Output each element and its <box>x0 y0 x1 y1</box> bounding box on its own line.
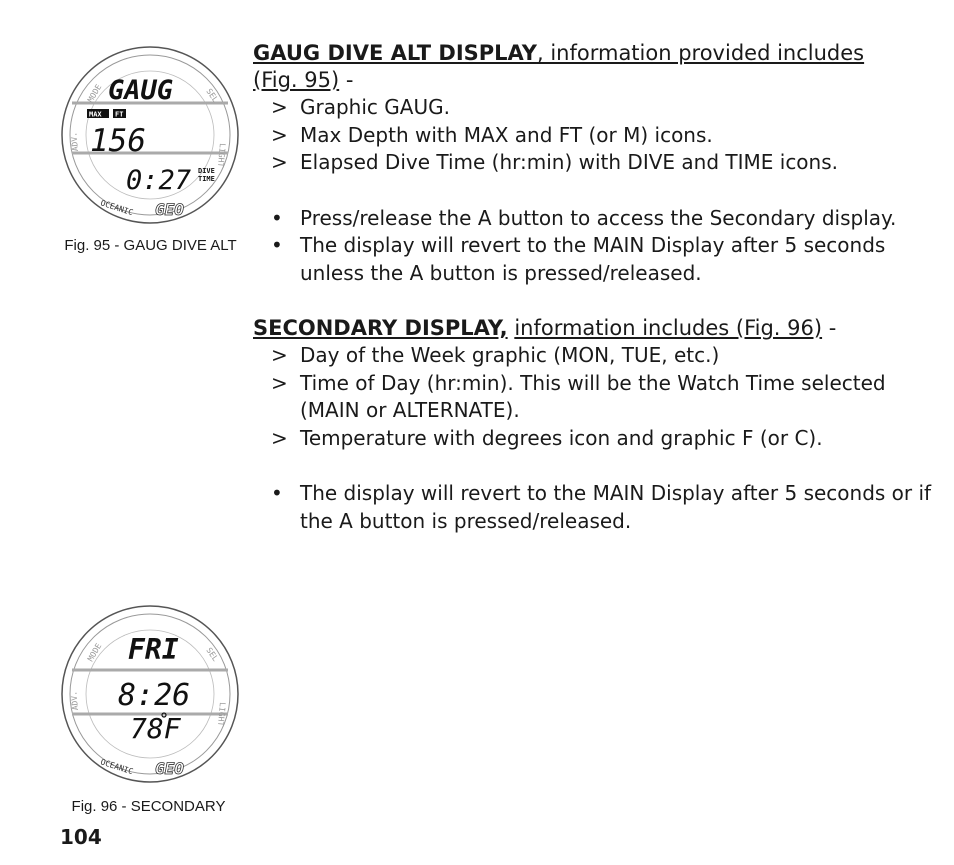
list-item <box>253 370 933 425</box>
bezel-mode-label: MODE <box>85 641 104 663</box>
figure-reference: (Fig. 95) <box>253 68 340 92</box>
list-item-text: Graphic GAUG. <box>300 95 450 119</box>
gaug-graphic: GAUG <box>108 75 174 106</box>
list-marker: > <box>271 425 288 450</box>
list-item <box>253 94 933 122</box>
bullet-item <box>253 205 933 233</box>
bullet-item <box>253 232 933 287</box>
ft-icon-label: FT <box>115 110 124 119</box>
list-item-text: Elapsed Dive Time (hr:min) with DIVE and TIME icons. <box>300 150 838 174</box>
bullet-text: The display will revert to the MAIN Display after 5 seconds or if the A button is pressed/released. <box>300 481 932 533</box>
model-label: GEO <box>155 200 184 219</box>
watch-face-96 <box>58 602 243 787</box>
bezel-sel-label: SEL <box>204 86 221 104</box>
list-marker: > <box>271 150 288 174</box>
bezel-adv-label: ADV. <box>69 131 80 152</box>
list-item-text: Day of the Week graphic (MON, TUE, etc.) <box>300 343 720 367</box>
bullet-marker: • <box>271 205 283 230</box>
info-list <box>253 342 933 452</box>
page-number: 104 <box>60 825 102 849</box>
brand-label: OCEANIC <box>99 757 135 777</box>
section-intro: , information provided includes <box>536 41 865 65</box>
list-item-text: Temperature with degrees icon and graphic F (or C). <box>300 425 823 450</box>
bullet-marker: • <box>271 481 283 505</box>
bezel-sel-label: SEL <box>204 645 221 663</box>
bullet-text: Press/release the A button to access the Secondary display. <box>300 205 897 230</box>
section-heading-line <box>253 315 933 342</box>
text-column <box>253 40 933 535</box>
time-of-day: 8:26 <box>118 678 191 713</box>
max-depth-value: 156 <box>90 123 146 159</box>
list-marker: > <box>271 95 288 119</box>
list-item <box>253 149 933 177</box>
bullet-text: The display will revert to the MAIN Display after 5 seconds unless the A button is pressed/released. <box>300 233 886 285</box>
brand-label: OCEANIC <box>99 198 135 218</box>
list-item-text: Max Depth with MAX and FT (or M) icons. <box>300 122 713 147</box>
bezel-light-label: LIGHT <box>215 142 227 168</box>
bezel-adv-label: ADV. <box>69 690 80 711</box>
dive-icon: DIVE <box>198 167 215 175</box>
max-icon-label: MAX <box>89 110 102 119</box>
day-of-week-graphic: FRI <box>128 633 179 666</box>
list-marker: > <box>271 343 288 367</box>
bezel-mode-label: MODE <box>85 82 104 104</box>
list-marker: > <box>271 370 288 395</box>
dash: - <box>339 68 354 92</box>
temperature-value: 78F <box>130 712 181 745</box>
list-item <box>253 425 933 453</box>
section-intro: information includes (Fig. 96) <box>514 316 823 340</box>
list-item <box>253 122 933 150</box>
list-item <box>253 342 933 370</box>
section-heading-line <box>253 40 933 67</box>
watch-face-95 <box>58 43 243 228</box>
bezel-light-label: LIGHT <box>215 701 227 727</box>
section-secondary-display <box>253 315 933 535</box>
dash: - <box>822 316 837 340</box>
bullet-item <box>253 480 933 535</box>
figure-reference-line <box>253 67 933 94</box>
list-marker: > <box>271 122 288 147</box>
list-item-text: Time of Day (hr:min). This will be the Watch Time selected (MAIN or ALTERNATE). <box>300 370 886 422</box>
figure-96-caption: Fig. 96 - SECONDARY <box>71 798 226 815</box>
figure-95 <box>58 43 243 255</box>
bullet-marker: • <box>271 233 283 257</box>
time-icon: TIME <box>198 175 215 183</box>
note-list <box>253 480 933 535</box>
model-label: GEO <box>155 759 184 778</box>
section-heading: GAUG DIVE ALT DISPLAY <box>253 41 537 65</box>
section-gaug-dive-alt <box>253 40 933 287</box>
elapsed-dive-time: 0:27 <box>126 165 192 196</box>
figure-95-caption: Fig. 95 - GAUG DIVE ALT <box>64 237 237 254</box>
figure-96 <box>58 602 243 815</box>
info-list <box>253 94 933 177</box>
note-list <box>253 205 933 288</box>
section-heading: SECONDARY DISPLAY, <box>253 316 508 340</box>
